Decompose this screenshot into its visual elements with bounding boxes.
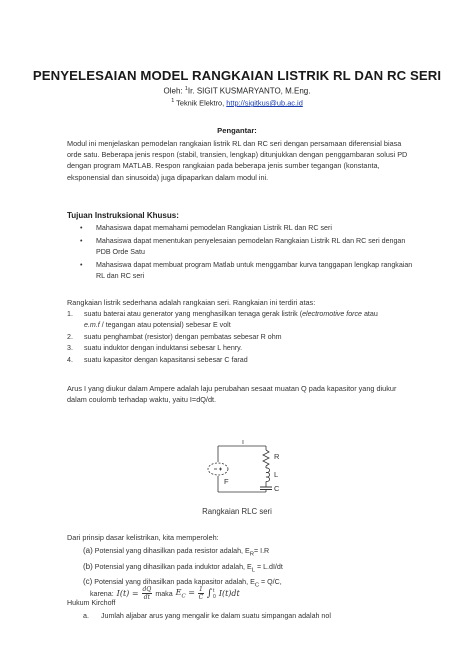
label-inductor: L xyxy=(274,470,279,479)
affil-email-link[interactable]: http://sigitkus@ub.ac.id xyxy=(226,98,303,108)
pengantar-body: Modul ini menjelaskan pemodelan rangkaian listrik RL dan RC seri dengan persamaan diferensial biasa orde satu. Beberapa jenis respon (stabil, transien, lengkap) ditunjukkan dengan penggambaran solusi PD dengan program MATLAB. Respon rangkaian pada beberapa jenis sumber tegangan (konstanta, eksponensial dan sinusoida) juga dipaparkan dalam modul ini. xyxy=(67,139,408,182)
integrand: I(t)dt xyxy=(218,589,240,598)
inductor-symbol xyxy=(266,468,270,482)
fraction-dq-dt: $\frac{dQ}{dt}$ xyxy=(142,586,152,601)
maka-label: maka xyxy=(155,589,173,598)
author-prefix: Oleh: xyxy=(163,86,185,96)
bullet-icon: • xyxy=(80,224,83,232)
tujuan-heading: Tujuan Instruksional Khusus: xyxy=(67,211,179,220)
list-item: 4. suatu kapasitor dengan kapasitansi sebesar C farad xyxy=(67,355,248,364)
document-title: PENYELESAIAN MODEL RANGKAIAN LISTRIK RL DAN RC SERI xyxy=(32,68,442,83)
rlc-circuit-diagram xyxy=(196,440,306,502)
pengantar-heading: Pengantar: xyxy=(217,126,257,135)
rangkaian-intro: Rangkaian listrik sederhana adalah rangkaian seri. Rangkaian ini terdiri atas: xyxy=(67,298,316,307)
figure-caption: Rangkaian RLC seri xyxy=(202,507,272,516)
list-item: e.m.f / tegangan atau potensial) sebesar E volt xyxy=(84,321,231,330)
tujuan-list xyxy=(80,223,420,284)
label-source: F xyxy=(224,477,229,486)
fraction-1-c: $\frac{1}{C}$ xyxy=(198,586,204,601)
integral-limits: t 0 xyxy=(213,587,216,600)
resistor-symbol xyxy=(263,450,269,466)
author-sup: 1 xyxy=(184,86,188,92)
prinsip-equations xyxy=(83,545,283,592)
rangkaian-list xyxy=(67,309,417,366)
karena-label: karena: xyxy=(90,589,114,598)
list-item: 2. suatu penghambat (resistor) dengan pembatas sebesar R ohm xyxy=(67,332,282,341)
affiliation-line xyxy=(0,98,474,107)
hukum-heading: Hukum Kirchoff xyxy=(67,599,116,607)
bullet-icon: • xyxy=(80,260,83,269)
affil-text: Teknik Elektro, xyxy=(174,98,227,108)
integral-sign: ∫ xyxy=(206,588,213,599)
author-name: Ir. SIGIT KUSMARYANTO, M.Eng. xyxy=(187,86,311,96)
list-item: 3. suatu induktor dengan induktansi sebesar L henry. xyxy=(67,344,243,353)
equation-line: (c) Potensial yang dihasilkan pada kapasitor adalah, $E_C = Q/C$, xyxy=(83,577,282,589)
tujuan-item: • Mahasiswa dapat memahami pemodelan Rangkaian Listrik RL dan RC seri xyxy=(80,223,420,235)
prinsip-intro: Dari prinsip dasar kelistrikan, kita memperoleh: xyxy=(67,533,219,542)
hukum-item: a. Jumlah aljabar arus yang mengalir ke dalam suatu simpangan adalah nol xyxy=(83,612,331,620)
author-line xyxy=(0,86,474,96)
tujuan-item: • Mahasiswa dapat menentukan penyelesaian pemodelan Rangkaian Listrik RL dan RC seri dengan PDB Orde Satu xyxy=(80,236,406,257)
label-current: I xyxy=(242,440,244,446)
equation-line: (a) Potensial yang dihasilkan pada resistor adalah, $E_R= I.R$ xyxy=(83,546,270,558)
bullet-icon: • xyxy=(80,236,83,245)
equation-line: (b) Potensial yang dihasilkan pada induktor adalah, $E_L = L.dI/dt$ xyxy=(83,561,283,574)
affil-sup: 1 xyxy=(171,98,175,104)
list-item: 1. suatu baterai atau generator yang menghasilkan tenaga gerak listrik (electromotive force atau xyxy=(67,310,378,318)
tujuan-item: • Mahasiswa dapat membuat program Matlab untuk menggambar kurva tanggapan lengkap rangkaian RL dan RC seri xyxy=(80,260,413,281)
arus-paragraph: Arus I yang diukur dalam Ampere adalah laju perubahan sesaat muatan Q pada kapasitor yang diukur dalam coulomb terhadap waktu, yaitu I=dQ/dt. xyxy=(67,384,397,405)
label-resistor: R xyxy=(274,452,280,461)
label-capacitor: C xyxy=(274,484,280,493)
formula-ec: $E_C$ = xyxy=(175,587,195,600)
formula-current: I(t) = xyxy=(116,589,139,598)
